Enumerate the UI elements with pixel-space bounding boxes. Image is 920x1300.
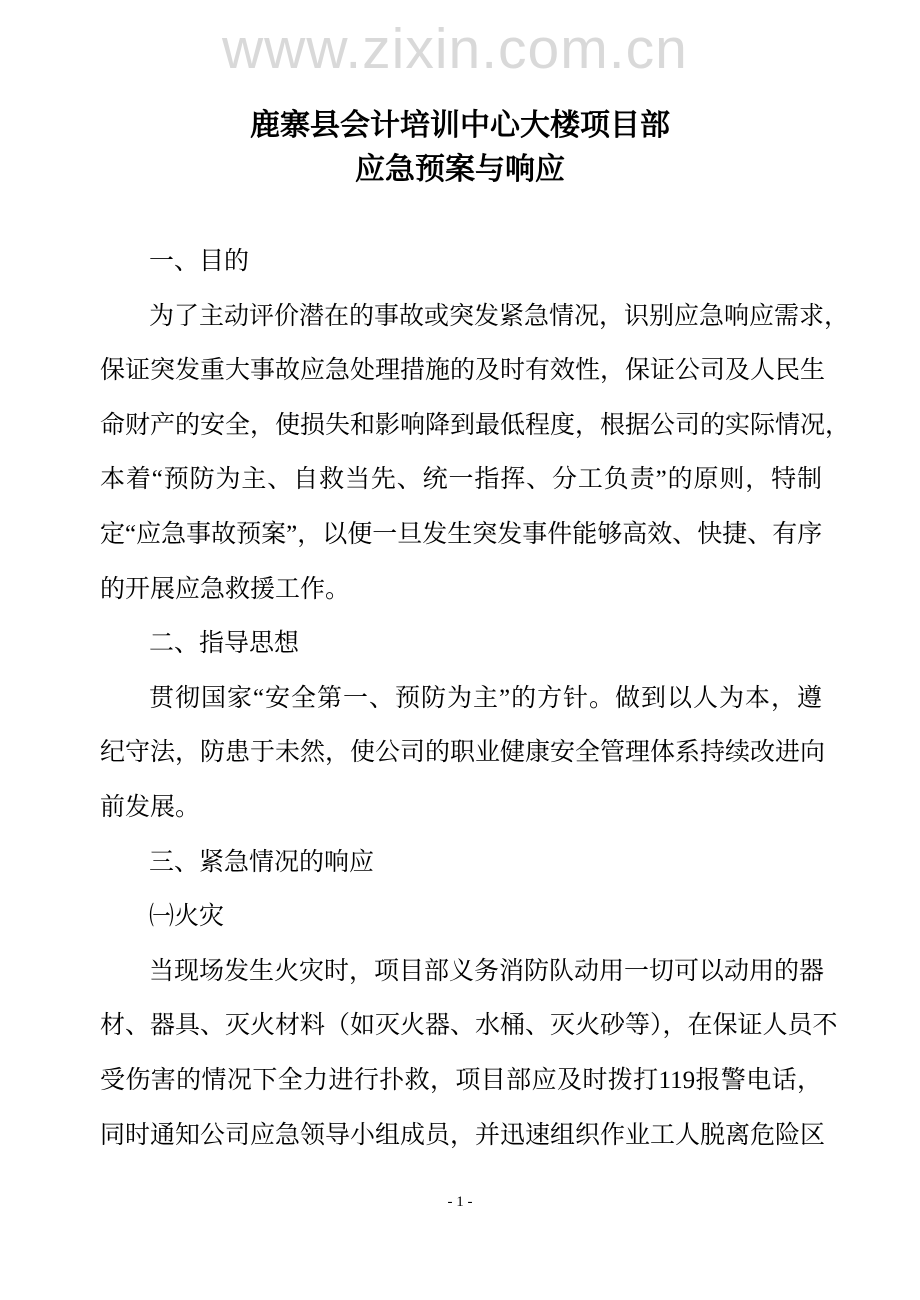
paragraph-line: 命财产的安全，使损失和影响降到最低程度，根据公司的实际情况， xyxy=(100,411,851,439)
page-number: - 1 - xyxy=(447,1194,473,1210)
paragraph-line: 同时通知公司应急领导小组成员，并迅速组织作业工人脱离危险区 xyxy=(100,1121,826,1149)
paragraph-line: 为了主动评价潜在的事故或突发紧急情况，识别应急响应需求， xyxy=(149,302,850,330)
section-heading-response: 三、紧急情况的响应 xyxy=(149,848,375,876)
paragraph-line: 受伤害的情况下全力进行扑救，项目部应及时拨打119报警电话， xyxy=(100,1066,822,1094)
paragraph-line: 本着“预防为主、自救当先、统一指挥、分工负责”的原则，特制 xyxy=(100,466,822,494)
section-heading-purpose: 一、目的 xyxy=(149,248,250,275)
document-title: 鹿寨县会计培训中心大楼项目部 xyxy=(250,109,670,142)
subsection-heading-fire: ㈠火灾 xyxy=(149,903,225,931)
paragraph-line: 的开展应急救援工作。 xyxy=(100,575,351,603)
paragraph-line: 材、器具、灭火材料（如灭火器、水桶、灭火砂等），在保证人员不 xyxy=(100,1012,838,1040)
paragraph-line: 当现场发生火灾时，项目部义务消防队动用一切可以动用的器 xyxy=(149,957,825,985)
paragraph-line: 保证突发重大事故应急处理措施的及时有效性，保证公司及人民生 xyxy=(100,357,826,385)
document-body xyxy=(100,235,851,1163)
document-subtitle: 应急预案与响应 xyxy=(355,153,565,186)
watermark: www.zixin.com.cn xyxy=(222,17,688,81)
paragraph-line: 纪守法，防患于未然，使公司的职业健康安全管理体系持续改进向 xyxy=(100,739,826,767)
paragraph-line: 贯彻国家“安全第一、预防为主”的方针。做到以人为本，遵 xyxy=(149,684,822,712)
section-heading-guiding-idea: 二、指导思想 xyxy=(149,630,300,658)
paragraph-line: 定“应急事故预案”，以便一旦发生突发事件能够高效、快捷、有序 xyxy=(100,520,823,548)
paragraph-line: 前发展。 xyxy=(100,793,201,821)
